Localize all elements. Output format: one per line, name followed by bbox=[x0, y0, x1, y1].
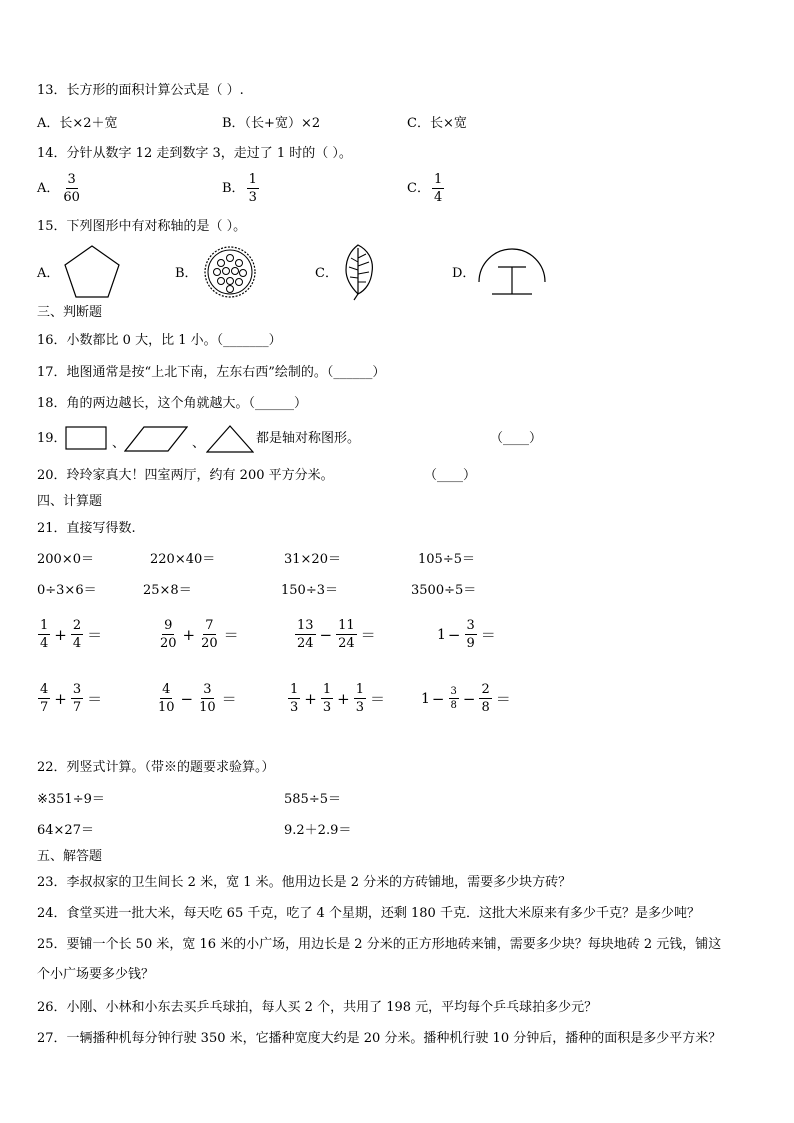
q14-option-a[interactable] bbox=[37, 172, 84, 205]
calc-item: 64×27＝ bbox=[37, 823, 94, 838]
section-heading-judgment: 三、判断题 bbox=[37, 305, 103, 320]
section-heading-calculation: 四、计算题 bbox=[37, 494, 103, 509]
leaf-icon bbox=[340, 242, 380, 302]
calc-item: 585÷5＝ bbox=[284, 792, 341, 807]
fraction: $\frac{3}{60}$ bbox=[63, 172, 80, 205]
calc-item: 9.2＋2.9＝ bbox=[284, 823, 352, 838]
q16: 16．小数都比 0 大，比 1 小。（_______） bbox=[37, 333, 282, 348]
parallelogram-icon bbox=[124, 426, 188, 452]
q20-answer-blank[interactable]: （____） bbox=[424, 468, 477, 483]
q14-stem: 14．分针从数字 12 走到数字 3，走过了 1 时的（ ）。 bbox=[37, 146, 352, 161]
q14-option-b[interactable] bbox=[222, 172, 261, 205]
fraction-expression: $\frac{4}{10}$ − $\frac{3}{10}$ ＝ bbox=[158, 682, 237, 715]
q19-text: 都是轴对称图形。 bbox=[256, 431, 361, 446]
option-label: C． bbox=[407, 180, 430, 196]
scalloped-circle-icon bbox=[202, 244, 258, 300]
calc-item: 3500÷5＝ bbox=[411, 583, 477, 598]
q24: 24．食堂买进一批大米，每天吃 65 千克，吃了 4 个星期，还剩 180 千克．这批大米原来有多少千克？是多少吨？ bbox=[37, 906, 700, 921]
fraction: $\frac{1}{3}$ bbox=[248, 172, 257, 205]
q13-option-a[interactable]: A．长×2＋宽 bbox=[37, 116, 118, 131]
fraction-expression: $\frac{9}{20}$ + $\frac{7}{20}$ ＝ bbox=[160, 618, 239, 651]
rectangle-icon bbox=[65, 426, 107, 450]
fraction-expression: $\frac{1}{4}$ + $\frac{2}{4}$ ＝ bbox=[40, 618, 103, 651]
calc-item: 31×20＝ bbox=[284, 552, 341, 567]
fraction-expression: $\frac{4}{7}$ + $\frac{3}{7}$ ＝ bbox=[40, 682, 103, 715]
q17: 17．地图通常是按“上北下南，左东右西”绘制的。（______） bbox=[37, 365, 386, 380]
q19-number: 19． bbox=[37, 431, 67, 446]
section-heading-word-problems: 五、解答题 bbox=[37, 849, 103, 864]
q13-option-c[interactable]: C．长×宽 bbox=[407, 116, 467, 131]
q20: 20．玲玲家真大！四室两厅，约有 200 平方分米。 bbox=[37, 468, 334, 483]
q19-answer-blank[interactable]: （____） bbox=[490, 431, 543, 446]
fraction-expression: $\frac{1}{3}$ + $\frac{1}{3}$ + $\frac{1}{3}$ ＝ bbox=[290, 682, 386, 715]
option-label: A． bbox=[37, 180, 60, 196]
q26: 26．小刚、小林和小东去买乒乓球拍，每人买 2 个，共用了 198 元，平均每个乒乓球拍多少元？ bbox=[37, 1000, 598, 1015]
q19-separator: 、 bbox=[112, 436, 126, 451]
q22-stem: 22．列竖式计算。（带※的题要求验算。） bbox=[37, 760, 275, 775]
q18: 18．角的两边越长，这个角就越大。（______） bbox=[37, 396, 308, 411]
calc-item: 25×8＝ bbox=[143, 583, 192, 598]
calc-item: 220×40＝ bbox=[150, 552, 216, 567]
q27: 27．一辆播种机每分钟行驶 350 米，它播种宽度大约是 20 分米。播种机行驶 10 分钟后，播种的面积是多少平方米？ bbox=[37, 1031, 722, 1046]
fraction: $\frac{1}{4}$ bbox=[433, 172, 443, 205]
q25-line1: 25．要铺一个长 50 米，宽 16 米的小广场，用边长是 2 分米的正方形地砖来铺，需要多少块？每块地砖 2 元钱，铺这 bbox=[37, 937, 722, 952]
q15-option-b-label[interactable]: B． bbox=[175, 266, 198, 281]
calc-item: ※351÷9＝ bbox=[37, 792, 105, 807]
q21-stem: 21．直接写得数. bbox=[37, 521, 136, 536]
q13-option-b[interactable]: B．（长+宽）×2 bbox=[222, 116, 321, 131]
fraction-expression: 1 − $\frac{3}{8}$ − $\frac{2}{8}$ ＝ bbox=[421, 682, 511, 715]
calc-item: 200×0＝ bbox=[37, 552, 94, 567]
calc-item: 150÷3＝ bbox=[281, 583, 338, 598]
q25-line2: 个小广场要多少钱？ bbox=[37, 967, 155, 982]
q15-option-c-label[interactable]: C． bbox=[315, 266, 338, 281]
calc-item: 105÷5＝ bbox=[418, 552, 475, 567]
arch-shape-icon bbox=[476, 242, 548, 300]
option-label: B． bbox=[222, 180, 245, 196]
q15-stem: 15．下列图形中有对称轴的是（ ）。 bbox=[37, 219, 247, 234]
fraction-expression: 1 − $\frac{3}{9}$ ＝ bbox=[437, 618, 496, 651]
q19-separator: 、 bbox=[192, 436, 206, 451]
q15-option-d-label[interactable]: D． bbox=[452, 266, 476, 281]
calc-item: 0÷3×6＝ bbox=[37, 583, 97, 598]
q15-option-a-label[interactable]: A． bbox=[37, 266, 60, 281]
q23: 23．李叔叔家的卫生间长 2 米，宽 1 米。他用边长是 2 分米的方砖铺地，需要多少块方砖？ bbox=[37, 875, 572, 890]
q13-stem: 13．长方形的面积计算公式是（ ）. bbox=[37, 83, 244, 98]
pentagon-icon bbox=[63, 244, 121, 300]
triangle-icon bbox=[206, 425, 254, 453]
q14-option-c[interactable] bbox=[407, 172, 446, 205]
fraction-expression: $\frac{13}{24}$ − $\frac{11}{24}$ ＝ bbox=[297, 618, 376, 651]
